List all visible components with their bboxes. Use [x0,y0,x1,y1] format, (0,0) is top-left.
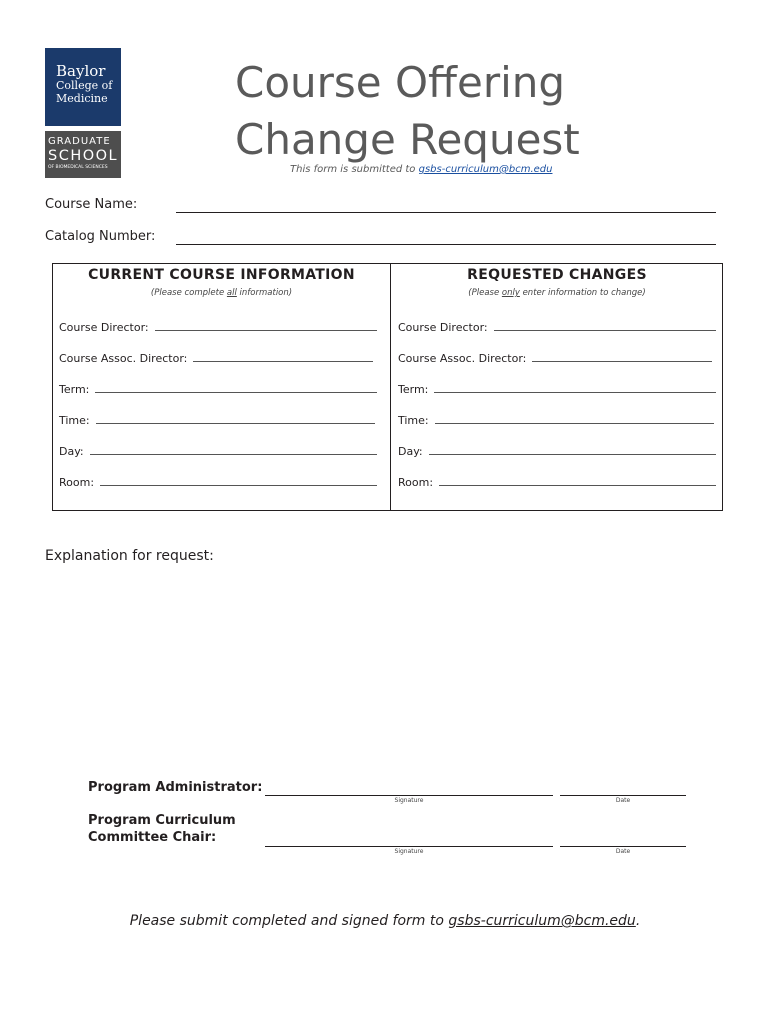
page-title [235,54,580,168]
logo-text-baylor: Baylor [56,62,106,80]
logo-text-school: SCHOOL [48,148,119,164]
explanation-area[interactable] [45,575,723,765]
requested-time-label: Time: [398,414,429,427]
current-room-line[interactable] [100,485,377,486]
subtitle [290,164,552,175]
chair-signature-line[interactable] [265,846,553,847]
requested-day-row[interactable] [398,445,716,458]
requested-changes-heading: REQUESTED CHANGES [467,267,647,283]
logo-text-biomedical: OF BIOMEDICAL SCIENCES [48,165,108,170]
subtitle-email-link[interactable]: gsbs-curriculum@bcm.edu [418,164,553,175]
requested-day-label: Day: [398,445,423,458]
committee-chair-label [88,812,236,846]
explanation-label: Explanation for request: [45,548,214,564]
current-info-note [53,288,390,298]
program-administrator-label: Program Administrator: [88,780,263,795]
current-assoc-director-row[interactable] [59,352,373,365]
logo-text-graduate: GRADUATE [48,136,111,147]
current-note-text-end: information) [236,288,293,298]
requested-day-line[interactable] [429,454,716,455]
admin-signature-line[interactable] [265,795,553,796]
requested-term-label: Term: [398,383,429,396]
requested-time-line[interactable] [435,423,714,424]
current-assoc-director-label: Course Assoc. Director: [59,352,188,365]
catalog-number-label: Catalog Number: [45,229,156,244]
chair-date-line[interactable] [560,846,686,847]
current-term-label: Term: [59,383,90,396]
requested-course-director-line[interactable] [494,330,716,331]
requested-note-emphasis: only [501,288,520,298]
current-note-emphasis: all [226,288,237,298]
current-info-heading: CURRENT COURSE INFORMATION [88,267,355,283]
admin-signature-caption: Signature [394,797,424,804]
requested-course-director-row[interactable] [398,321,716,334]
requested-assoc-director-row[interactable] [398,352,712,365]
footer-period: . [635,913,641,929]
chair-date-caption: Date [615,848,631,855]
requested-room-row[interactable] [398,476,716,489]
current-time-line[interactable] [96,423,375,424]
current-time-label: Time: [59,414,90,427]
footer-email-link[interactable]: gsbs-curriculum@bcm.edu [448,913,636,929]
logo-text-college: College of [56,79,113,92]
admin-date-line[interactable] [560,795,686,796]
committee-chair-label-line-2: Committee Chair: [88,830,217,845]
current-time-row[interactable] [59,414,375,427]
requested-time-row[interactable] [398,414,714,427]
course-name-line[interactable] [176,212,716,213]
current-day-row[interactable] [59,445,377,458]
current-term-line[interactable] [95,392,377,393]
requested-room-label: Room: [398,476,434,489]
requested-changes-note [391,288,723,298]
title-line-1: Course Offering [235,58,566,107]
requested-term-row[interactable] [398,383,716,396]
course-name-label: Course Name: [45,197,138,212]
admin-date-caption: Date [615,797,631,804]
current-day-label: Day: [59,445,84,458]
subtitle-text: This form is submitted to [290,164,419,175]
current-course-director-label: Course Director: [59,321,149,334]
footer-text: Please submit completed and signed form to [129,913,449,929]
current-assoc-director-line[interactable] [193,361,373,362]
logo-text-medicine: Medicine [56,92,108,105]
chair-signature-caption: Signature [394,848,424,855]
committee-chair-label-line-1: Program Curriculum [88,813,236,828]
footer-instruction [0,913,770,929]
requested-note-text: (Please [468,288,502,298]
current-room-label: Room: [59,476,95,489]
requested-term-line[interactable] [434,392,716,393]
requested-course-director-label: Course Director: [398,321,488,334]
current-day-line[interactable] [90,454,377,455]
table-divider [390,263,391,511]
current-note-text: (Please complete [150,288,227,298]
catalog-number-line[interactable] [176,244,716,245]
requested-assoc-director-label: Course Assoc. Director: [398,352,527,365]
requested-note-text-end: enter information to change) [519,288,646,298]
requested-assoc-director-line[interactable] [532,361,712,362]
current-room-row[interactable] [59,476,377,489]
title-line-2: Change Request [235,115,580,164]
current-course-director-line[interactable] [155,330,377,331]
graduate-school-logo [45,131,121,178]
current-term-row[interactable] [59,383,377,396]
current-course-director-row[interactable] [59,321,377,334]
requested-room-line[interactable] [439,485,716,486]
bcm-logo [45,48,121,126]
